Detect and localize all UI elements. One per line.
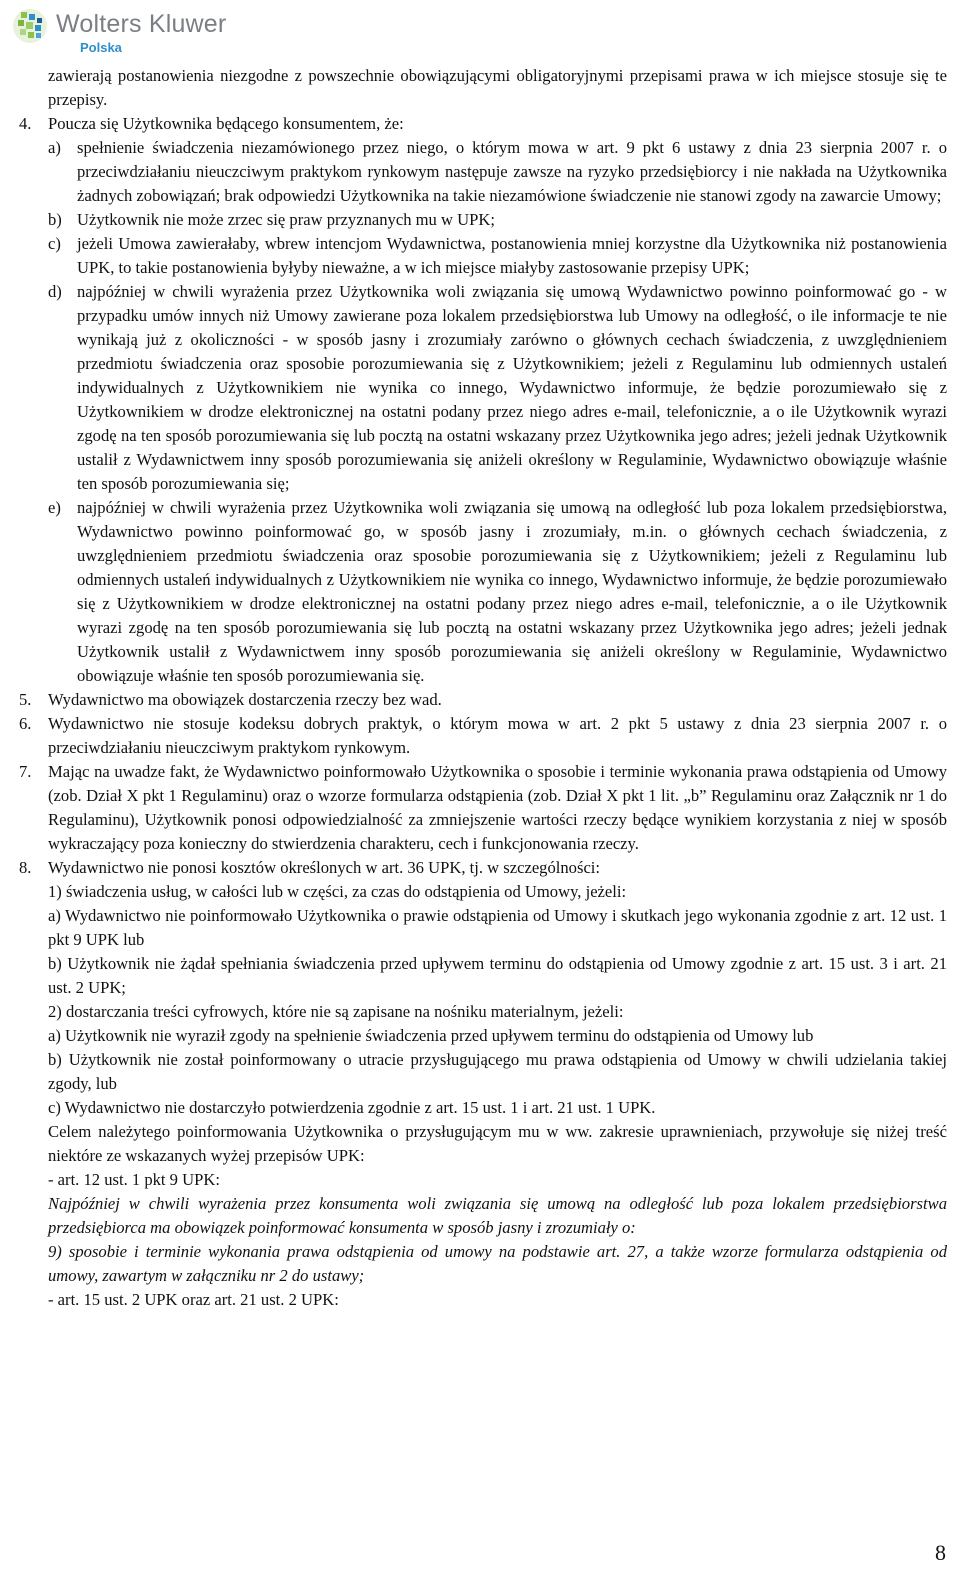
paragraph-text: Wydawnictwo nie ponosi kosztów określonych w art. 36 UPK, tj. w szczególności: [48,858,601,877]
paragraph-text: Użytkownik nie może zrzec się praw przyznanych mu w UPK; [77,210,495,229]
list-item [0,496,960,688]
paragraph-text: Mając na uwadze fakt, że Wydawnictwo poinformowało Użytkownika o sposobie i terminie wykonania prawa odstąpienia od Umowy (zob. Dział X pkt 1 Regulaminu) oraz o wzorze formularza odstąpienia (zob. Dział X pkt 1 lit. „b” Regulaminu oraz Załącznik nr 1 do Regulaminu), Użytkownik ponosi odpowiedzialność za zmniejszenie wartości rzeczy będące wynikiem korzystania z niej w sposób wykraczający poza konieczny do stwierdzenia charakteru, cech i funkcjonowania rzeczy. [48,762,947,853]
paragraph-text: jeżeli Umowa zawierałaby, wbrew intencjom Wydawnictwa, postanowienia mniej korzystne dla Użytkownika niż postanowienia UPK, to takie postanowienia byłyby nieważne, a w ich miejsce miałyby zastosowanie przepisy UPK; [77,234,947,277]
paragraph-number: 6. [19,714,32,733]
paragraph-number: 7. [19,762,32,781]
paragraph-text: - art. 15 ust. 2 UPK oraz art. 21 ust. 2 UPK: [48,1290,339,1309]
paragraph [0,1192,960,1240]
numbered-paragraph [0,760,960,856]
paragraph-text: - art. 12 ust. 1 pkt 9 UPK: [48,1170,220,1189]
brand-subtitle: Polska [80,40,122,55]
paragraph-text: Wydawnictwo nie stosuje kodeksu dobrych praktyk, o którym mowa w art. 2 pkt 5 ustawy z dnia 23 sierpnia 2007 r. o przeciwdziałaniu nieuczciwym praktykom rynkowym. [48,714,947,757]
paragraph [0,1168,960,1192]
list-item [0,136,960,208]
paragraph [0,1024,960,1048]
paragraph-text: a) Użytkownik nie wyraził zgody na spełnienie świadczenia przed upływem terminu do odstąpienia od Umowy lub [48,1026,814,1045]
list-item [0,208,960,232]
paragraph [0,1288,960,1312]
list-item-label: a) [48,138,61,157]
list-item-label: b) [48,210,62,229]
paragraph-number: 4. [19,114,32,133]
paragraph [0,952,960,1000]
list-item [0,232,960,280]
paragraph-text: Poucza się Użytkownika będącego konsumentem, że: [48,114,404,133]
wolters-kluwer-logo-icon [12,8,48,44]
paragraph-text: b) Użytkownik nie żądał spełniania świadczenia przed upływem terminu do odstąpienia od Umowy zgodnie z art. 15 ust. 3 i art. 21 ust. 2 UPK; [48,954,947,997]
paragraph-text: zawierają postanowienia niezgodne z powszechnie obowiązującymi obligatoryjnymi przepisami prawa w ich miejsce stosuje się te przepisy. [48,66,947,109]
numbered-paragraph [0,856,960,880]
document-body [0,64,960,1312]
paragraph [0,1048,960,1096]
paragraph-text: 2) dostarczania treści cyfrowych, które nie są zapisane na nośniku materialnym, jeżeli: [48,1002,624,1021]
paragraph [0,904,960,952]
paragraph-number: 5. [19,690,32,709]
paragraph-text: 9) sposobie i terminie wykonania prawa odstąpienia od umowy na podstawie art. 27, a także wzorze formularza odstąpienia od umowy, zawartym w załączniku nr 2 do ustawy; [48,1242,947,1285]
paragraph-text: Celem należytego poinformowania Użytkownika o przysługującym mu w ww. zakresie uprawnieniach, przywołuje się niżej treść niektóre ze wskazanych wyżej przepisów UPK: [48,1122,947,1165]
list-item [0,280,960,496]
paragraph-text: Najpóźniej w chwili wyrażenia przez konsumenta woli związania się umową na odległość lub poza lokalem przedsiębiorstwa przedsiębiorca ma obowiązek poinformować konsumenta w sposób jasny i zrozumiały o: [48,1194,947,1237]
brand-name: Wolters Kluwer [56,10,227,38]
paragraph-text: a) Wydawnictwo nie poinformowało Użytkownika o prawie odstąpienia od Umowy i skutkach jego wykonania zgodnie z art. 12 ust. 1 pkt 9 UPK lub [48,906,947,949]
paragraph-text: b) Użytkownik nie został poinformowany o utracie przysługującego mu prawa odstąpienia od Umowy w chwili udzielania takiej zgody, lub [48,1050,947,1093]
paragraph-text: Wydawnictwo ma obowiązek dostarczenia rzeczy bez wad. [48,690,442,709]
list-item-label: d) [48,282,62,301]
paragraph-text: najpóźniej w chwili wyrażenia przez Użytkownika woli związania się umową na odległość lub poza lokalem przedsiębiorstwa, Wydawnictwo powinno poinformować go, w sposób jasny i zrozumiały, m.in. o głównych cechach świadczenia, z uwzględnieniem przedmiotu świadczenia oraz sposobie porozumiewania się z Użytkownikiem; jeżeli z Regulaminu lub odmiennych ustaleń indywidualnych z Użytkownikiem nie wynika co innego, Wydawnictwo informuje, że będzie porozumiewało się z Użytkownikiem w drodze elektronicznej na ostatni podany przez niego adres e-mail, telefonicznie, a o ile Użytkownik wyrazi zgodę na ten sposób porozumiewania się lub pocztą na ostatni wskazany przez Użytkownika jego adres; jeżeli jednak Użytkownik ustalił z Wydawnictwem inny sposób porozumiewania się aniżeli określony w Regulaminie, Wydawnictwo obowiązuje właśnie ten sposób porozumiewania się. [77,498,947,685]
paragraph [0,1240,960,1288]
numbered-paragraph [0,712,960,760]
paragraph [0,64,960,112]
paragraph [0,1000,960,1024]
numbered-paragraph [0,112,960,136]
paragraph [0,1120,960,1168]
header [12,6,272,58]
paragraph-text: 1) świadczenia usług, w całości lub w części, za czas do odstąpienia od Umowy, jeżeli: [48,882,627,901]
paragraph [0,880,960,904]
paragraph-text: najpóźniej w chwili wyrażenia przez Użytkownika woli związania się umową Wydawnictwo powinno poinformować go - w przypadku umów innych niż Umowy zawierane poza lokalem przedsiębiorstwa lub Umowy na odległość, o ile informacje te nie wynikają już z okoliczności - w sposób jasny i zrozumiały zarówno o głównych cechach świadczenia, z uwzględnieniem przedmiotu świadczenia oraz sposobie porozumiewania się z Użytkownikiem; jeżeli z Regulaminu lub odmiennych ustaleń indywidualnych z Użytkownikiem nie wynika co innego, Wydawnictwo informuje, że będzie porozumiewało się z Użytkownikiem w drodze elektronicznej na ostatni podany przez niego adres e-mail, telefonicznie, a o ile Użytkownik wyrazi zgodę na ten sposób porozumiewania się lub pocztą na ostatni wskazany przez Użytkownika jego adres; jeżeli jednak Użytkownik ustalił z Wydawnictwem inny sposób porozumiewania się aniżeli określony w Regulaminie, Wydawnictwo obowiązuje właśnie ten sposób porozumiewania się; [77,282,947,493]
paragraph-number: 8. [19,858,32,877]
paragraph-text: c) Wydawnictwo nie dostarczyło potwierdzenia zgodnie z art. 15 ust. 1 i art. 21 ust. 1 UPK. [48,1098,656,1117]
page-number: 8 [935,1540,946,1565]
paragraph-text: spełnienie świadczenia niezamówionego przez niego, o którym mowa w art. 9 pkt 6 ustawy z dnia 23 sierpnia 2007 r. o przeciwdziałaniu nieuczciwym praktykom rynkowym następuje zawsze na ryzyko przedsiębiorcy i nie nakłada na Użytkownika żadnych zobowiązań; brak odpowiedzi Użytkownika na takie niezamówione świadczenie nie stanowi zgody na zawarcie Umowy; [77,138,947,205]
numbered-paragraph [0,688,960,712]
list-item-label: e) [48,498,61,517]
paragraph [0,1096,960,1120]
list-item-label: c) [48,234,61,253]
